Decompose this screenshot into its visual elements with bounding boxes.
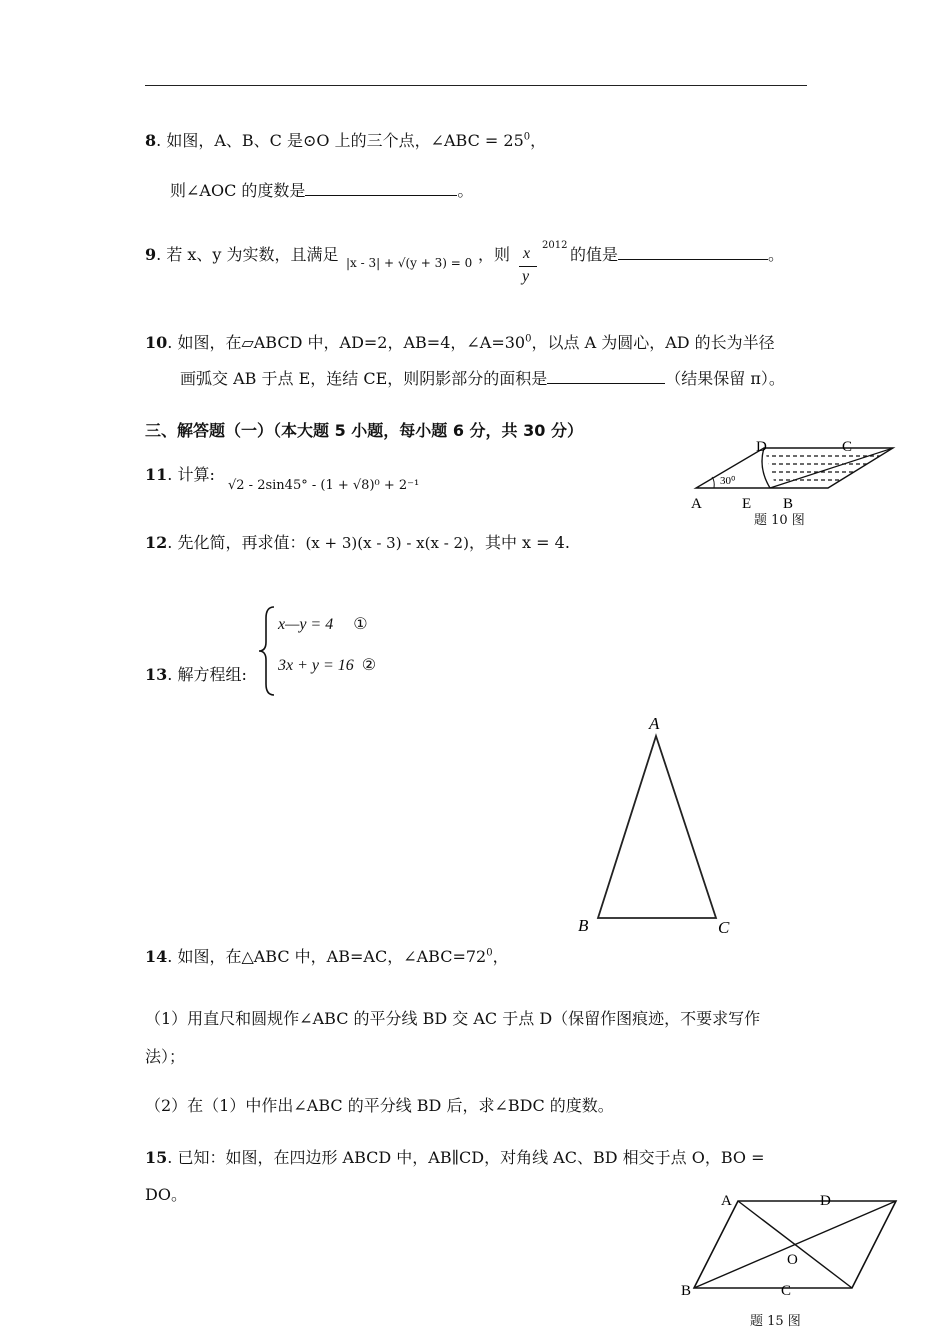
header-rule [145, 85, 807, 86]
degree-superscript: 0 [525, 333, 532, 345]
question-15-line-2: DO。 [145, 1185, 187, 1204]
question-10-prompt: 画弧交 AB 于点 E，连结 CE，则阴影部分的面积是 [180, 369, 548, 388]
label-b: B [681, 1283, 692, 1299]
equation-2-mark: ② [361, 655, 377, 674]
question-14-part-1b: 法）； [145, 1047, 186, 1066]
diagonal-bd [694, 1201, 896, 1288]
label-a: A [721, 1193, 732, 1209]
question-11-text: . 计算: [167, 465, 215, 484]
question-10-text-end: ，以点 A 为圆心，AD 的长为半径 [531, 333, 775, 352]
punctuation: ， [530, 131, 547, 150]
question-10-line-2 [180, 366, 785, 389]
question-8-line-2 [170, 178, 473, 201]
figure-15 [676, 1186, 908, 1304]
question-9-number: 9 [145, 245, 157, 264]
question-9-prompt: 的值是 [570, 245, 619, 264]
equation-1-text: x—y = 4 [278, 616, 334, 633]
question-11-number: 11 [145, 465, 168, 484]
label-a: A [649, 714, 660, 733]
question-9-mid: ，则 [478, 245, 511, 264]
question-10-line-1 [145, 330, 775, 353]
question-9-text: . 若 x、y 为实数，且满足 [156, 245, 339, 264]
fraction-numerator: x [523, 245, 531, 262]
label-o: O [787, 1252, 798, 1268]
question-8-prompt: 则∠AOC 的度数是 [170, 181, 306, 200]
question-12-number: 12 [145, 533, 168, 552]
question-11-formula: √2 - 2sin45° - (1 + √8)⁰ + 2⁻¹ [228, 478, 420, 493]
question-12-condition: ，其中 x = 4. [468, 533, 570, 552]
question-13-text: . 解方程组: [167, 665, 247, 684]
answer-blank[interactable] [618, 245, 768, 260]
equation-1-mark: ① [353, 614, 368, 633]
equation-2 [278, 655, 376, 675]
label-b: B [783, 496, 794, 512]
label-d: D [820, 1193, 831, 1209]
label-c: C [718, 918, 730, 937]
system-brace [256, 604, 278, 698]
question-9-line [145, 242, 339, 265]
question-8-line-1 [145, 128, 546, 151]
question-9-formula: |x - 3| + √(y + 3) = 0 [346, 256, 473, 270]
equation-2-text: 3x + y = 16 [278, 657, 354, 674]
punctuation: ， [492, 947, 509, 966]
segment-ce [770, 448, 893, 488]
triangle-abc [598, 736, 716, 918]
question-14-number: 14 [145, 947, 168, 966]
question-11-line [145, 462, 215, 485]
degree-superscript: 0 [523, 131, 531, 143]
section-heading: 三、解答题（一）（本大题 5 小题，每小题 6 分，共 30 分） [145, 421, 583, 440]
punctuation: 。 [768, 245, 785, 264]
question-15-text: . 已知：如图，在四边形 ABCD 中，AB∥CD，对角线 AC、BD 相交于点 O，BO = [167, 1148, 765, 1167]
question-14-part-1a: （1）用直尺和圆规作∠ABC 的平分线 BD 交 AC 于点 D（保留作图痕迹，不要求写作 [145, 1009, 761, 1028]
label-b: B [578, 916, 589, 935]
label-a: A [691, 496, 702, 512]
figure-14 [572, 706, 742, 942]
question-14-line-1 [145, 944, 509, 967]
question-14-text: . 如图，在△ABC 中，AB=AC，∠ABC=72 [167, 947, 487, 966]
degree-superscript: 0 [486, 947, 493, 959]
question-10-note: （结果保留 π）。 [665, 369, 785, 388]
question-12-text: . 先化简，再求值： [167, 533, 306, 552]
answer-blank[interactable] [305, 181, 457, 196]
question-12-line [145, 530, 570, 553]
question-12-formula: (x + 3)(x - 3) - x(x - 2) [305, 534, 469, 552]
label-e: E [742, 496, 752, 512]
question-10-number: 10 [145, 333, 168, 352]
question-10-text: . 如图，在▱ABCD 中，AD=2，AB=4，∠A=30 [167, 333, 526, 352]
answer-blank[interactable] [547, 369, 665, 384]
figure-15-caption: 题 15 图 [750, 1314, 801, 1329]
question-8-number: 8 [145, 131, 157, 150]
figure-10-caption: 题 10 图 [754, 513, 805, 528]
exponent: 2012 [542, 240, 568, 251]
label-c: C [842, 439, 853, 455]
punctuation: 。 [457, 181, 474, 200]
question-15-line-1 [145, 1145, 765, 1168]
label-d: D [756, 439, 767, 455]
label-c: C [781, 1283, 792, 1299]
question-13-line [145, 662, 247, 685]
question-15-number: 15 [145, 1148, 168, 1167]
question-8-text: . 如图，A、B、C 是⊙O 上的三个点，∠ABC = 25 [156, 131, 524, 150]
question-13-number: 13 [145, 665, 168, 684]
label-angle: 30⁰ [720, 475, 736, 487]
figure-10-shading [758, 456, 893, 480]
fraction-bar [519, 266, 537, 267]
equation-1 [278, 614, 368, 634]
question-9-end [570, 242, 784, 265]
question-14-part-2: （2）在（1）中作出∠ABC 的平分线 BD 后，求∠BDC 的度数。 [145, 1096, 614, 1115]
fraction-denominator: y [522, 268, 530, 285]
